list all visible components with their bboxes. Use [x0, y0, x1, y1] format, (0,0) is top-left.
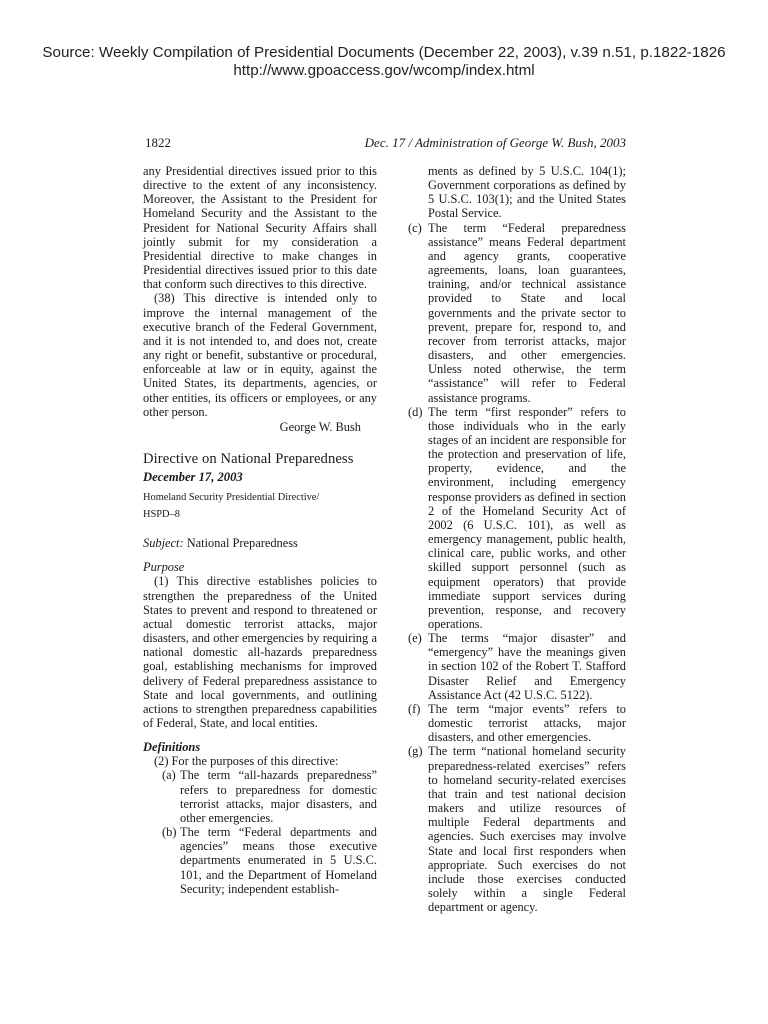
paragraph-38: (38) This directive is intended only to improve the internal management of the executive branch of the Federal Government, and it is not intended to, and does not, create any right or benefit, substantive or procedural, enforceable at law or in equity, against the United States, its departments, agencies, or other entities, its officers or employees, or any other person. [143, 291, 377, 419]
definition-item [143, 825, 377, 896]
signature: George W. Bush [279, 419, 361, 434]
item-text: The term “major events” refers to domestic terrorist attacks, major disasters, and other emergencies. [428, 701, 626, 745]
continued-item-text: ments as defined by 5 U.S.C. 104(1); Government corporations as defined by 5 U.S.C. 103(1); and the United States Postal Service. [428, 164, 626, 221]
running-title: Dec. 17 / Administration of George W. Bush, 2003 [364, 135, 626, 150]
subject-text: National Preparedness [186, 536, 298, 551]
definition-item [408, 631, 626, 702]
item-text: The term “all-hazards preparedness” refers to preparedness for domestic terrorist attacks, major disasters, and other emergencies. [180, 768, 377, 825]
definition-item [143, 768, 377, 825]
item-label: (e) [408, 631, 422, 646]
page-number: 1822 [145, 135, 171, 150]
document-title: Directive on National Preparedness [143, 450, 354, 467]
continued-paragraph: any Presidential directives issued prior to this directive to the extent of any inconsistency. Moreover, the Assistant to the President for Homeland Security and the Assistant to the President for National Security Affairs shall jointly submit for my consideration a Presidential directive to make changes in Presidential directives issued prior to this date that conform such directives to this directive. [143, 164, 377, 292]
directive-designation [143, 489, 377, 523]
source-line: Source: Weekly Compilation of Presidential Documents (December 22, 2003), v.39 n.51, p.1822-1826 [42, 44, 726, 61]
item-text: The terms “major disaster” and “emergency” have the meanings given in section 102 of the Robert T. Stafford Disaster Relief and Emergency Assistance Act (42 U.S.C. 5122). [428, 631, 626, 702]
source-citation [0, 44, 768, 80]
left-column [143, 164, 377, 896]
definition-item [408, 221, 626, 405]
source-url: http://www.gpoaccess.gov/wcomp/index.html [233, 62, 535, 79]
item-text: The term “Federal preparedness assistance” means Federal department and agency grants, cooperative agreements, loans, loan guarantees, training, and/or technical assistance provided to State and local governments and the private sector to prevent, prepare for, respond to, and recover from terrorist attacks, major disasters, and other emergencies. Unless noted otherwise, the term “assistance” will refer to Federal assistance programs. [428, 220, 626, 405]
subject-label: Subject: [143, 536, 184, 551]
definition-item [408, 405, 626, 632]
definitions-heading: Definitions [143, 740, 201, 755]
item-label: (d) [408, 404, 423, 419]
item-text: The term “national homeland security preparedness-related exercises” refers to homeland security-related exercises that train and test national decision makers and utilize resources of multiple Federal departments and agencies. Such exercises may involve State and local first responders when appropriate. Such exercises do not include those exercises conducted solely within a single Federal department or agency. [428, 744, 626, 915]
document-date: December 17, 2003 [143, 469, 243, 484]
right-column [408, 164, 626, 914]
directive-number: HSPD–8 [143, 509, 180, 521]
paragraph-2: (2) For the purposes of this directive: [154, 754, 339, 769]
item-label: (c) [408, 220, 422, 235]
item-label: (g) [408, 744, 423, 759]
definition-item [408, 744, 626, 914]
item-label: (f) [408, 701, 421, 716]
item-text: The term “first responder” refers to those individuals who in the early stages of an incident are responsible for the protection and preservation of life, property, evidence, and the environment, including emergency response providers as defined in section 2 of the Homeland Security Act of 2002 (6 U.S.C. 101), as well as emergency management, public health, clinical care, public works, and other skilled support personnel (such as equipment operators) that provide immediate support services during prevention, response, and recovery operations. [428, 404, 626, 631]
definition-item [408, 702, 626, 744]
item-text: The term “Federal departments and agencies” means those executive departments enumerated in 5 U.S.C. 101, and the Department of Homeland Security; independent establish- [180, 825, 377, 896]
item-label: (b) [162, 825, 177, 840]
subject-line [143, 536, 377, 550]
purpose-heading: Purpose [143, 560, 185, 575]
item-label: (a) [162, 768, 176, 783]
paragraph-1: (1) This directive establishes policies to strengthen the preparedness of the United States to prevent and respond to threatened or actual domestic terrorist attacks, major disasters, and other emergencies by requiring a national domestic all-hazards preparedness goal, establishing mechanisms for improved delivery of Federal preparedness assistance to State and local governments, and outlining actions to strengthen preparedness capabilities of Federal, State, and local entities. [143, 574, 377, 730]
directive-designation-line: Homeland Security Presidential Directive/ [143, 492, 320, 504]
